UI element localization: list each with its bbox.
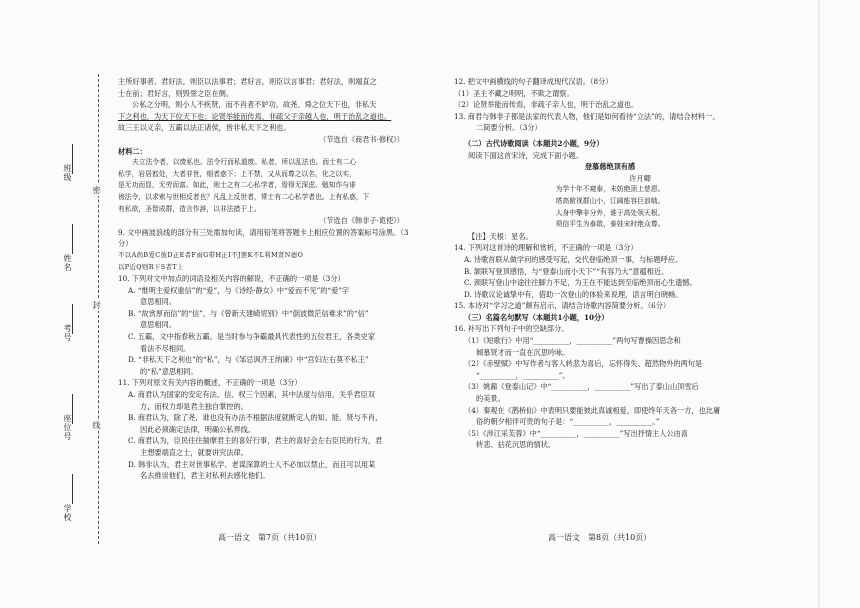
question-16-item: （4）秦观在《鹊桥仙》中表明只要能彼此真诚相爱，即使终年天各一方，也比庸: [464, 405, 721, 415]
question-16-item-cont: “__________，__________”。: [476, 370, 570, 380]
material-2-line: 私学，岩居窞处，大者非世，细者惑下；上不禁，又从而尊之以名，化之以实，: [118, 169, 356, 178]
question-10: 10. 下列对文中加点的词语及相关内容的解说，不正确的一项是（3分）: [118, 274, 345, 284]
question-10-option-cont: 意思相同。: [140, 320, 176, 330]
question-14: 14. 下列对这首诗的理解和赏析，不正确的一项是（3分）: [454, 243, 638, 253]
question-16-item-cont: 转悲、拈花沉思的情状。: [476, 440, 556, 450]
material-2-line: 有私欲，圣智成群，造言作辞，以非法措于上。: [118, 204, 261, 213]
binding-label-class: 班级: [63, 164, 72, 182]
question-11-option: D. 韩非认为，君主对世事私学、老谋深算的士人不必加以禁止，而且可以用某: [128, 459, 376, 469]
question-16-item: （1）《短歌行》中用“__________，__________”两句写曹操因思念和: [464, 336, 681, 346]
left-column: [118, 76, 418, 482]
question-10-option: D. “非私天下之利也”的“私”，与《邹忌讽齐王纳谏》中“宫妇左右莫不私王”: [128, 355, 369, 365]
question-11-option: C. 商君认为，臣民往往揣摩君主的喜好行事，君主的喜好会左右臣民的行为，君: [128, 436, 383, 446]
question-12-item: （1）圣主不藏之明明，不欺之谓察。: [454, 88, 574, 98]
question-16-item: （5）《涉江采芙蓉》中“__________，__________”写出抒情主人公由喜: [464, 428, 688, 438]
question-14-option: C. 颈联写登山中途往往脚力不足，为王在不能达到至临绝顶而心生遗憾。: [464, 278, 697, 288]
poem-line: 塔高俯视群山小，江阔能容巨浪啮。: [555, 196, 665, 205]
seal-mark-xian: 线: [92, 421, 101, 429]
page-footer-left: 高一语文 第7页（共10页）: [218, 533, 322, 542]
question-11-option-cont: 名去推崇他们，君主对私利去感化他们。: [140, 471, 270, 481]
right-column: [454, 76, 766, 451]
binding-field-name[interactable]: [72, 224, 73, 254]
page-edge: [818, 0, 820, 608]
binding-field-exam-number[interactable]: [72, 304, 73, 334]
question-11: 11. 下列对原文有关内容的概述，不正确的一项是（3分）: [118, 378, 302, 388]
question-16: 16. 补写出下列句子中的空缺部分。: [454, 324, 569, 334]
binding-label-exam-number: 考号: [63, 324, 72, 342]
seal-mark-feng: 封: [92, 301, 101, 309]
poem-line: 为学十年不窥泰，未妨绝顶上慈恩。: [555, 185, 665, 194]
passage-line: 故三王以义亲，五霸以法正诸侯，皆非私天下之利也。: [118, 123, 291, 133]
page-footer-right: 高一语文 第8页（共10页）: [548, 533, 652, 542]
question-14-option: D. 诗歌议论诚挚中有，借助一次登山的体验来说理，语言明白晓畅。: [464, 289, 683, 299]
question-16-item-cont: 的美景。: [476, 394, 505, 404]
question-12-item: （2）论贤举能而传焉，非疏子亲人也，明于治乱之道也。: [454, 100, 639, 110]
source-note-1: （节选自《商君书·修权》）: [319, 134, 404, 144]
question-12: 12. 把文中画横线的句子翻译成现代汉语。（8分）: [454, 77, 613, 86]
question-10-option: A. “惟明主爱权重信”的“爱”，与《诗经·静女》中“爱而不见”的“爱”字: [128, 285, 350, 295]
material-2-line: 是无功而显，无劳而富。如此，则士之有二心私学者，焉得无深虑、勉知诈与诽: [118, 181, 356, 190]
source-note-2: （节选自《韩非子·诡使》）: [319, 216, 404, 226]
binding-label-school: 学校: [63, 504, 72, 522]
question-16-item-cont: 俗的朝夕相伴可贵的句子是：“__________，__________。”: [476, 417, 660, 427]
binding-field-class[interactable]: [72, 144, 73, 174]
poem-line: 人身中擎非分外，谁于高处领天根。: [555, 208, 665, 217]
passage-line-underlined: 下之利也，为天下位天下也；论贤举能而传焉，非疏父子亲越人也，明于治乱之道也。: [118, 111, 392, 121]
question-13-cont: 二简要分析。（3分）: [476, 123, 542, 133]
question-9: 9. 文中画波浪线的部分有三处需加句读，请用铅笔将答题卡上相应位置的答案标号涂黑。（3分）: [118, 227, 409, 249]
question-16-item: （3）姚鼐《登泰山记》中“__________，__________”写出了泰山山顶雪后: [464, 382, 699, 392]
question-14-option: A. 诗歌首联从做学问的感受写起，交代登临绝顶一事，与标题呼应。: [464, 254, 683, 264]
question-10-option-cont: 意思相同。: [140, 297, 176, 307]
poem-line: 须信平生为泰敢，泰娃宋时绝众尊。: [555, 220, 665, 229]
question-11-option-cont: 方，而权力却是君主独自掌控的。: [140, 401, 248, 411]
passage-line: 主所好事者。君好法，则臣以法事君；君好言，则臣以言事君；君好法，则端直之: [118, 77, 377, 86]
question-16-item-cont: 倾慕贤才而一直在沉思吟咏。: [476, 347, 570, 357]
question-15: 15. 本诗对“学习之道”颇有启示，请结合诗歌内容简要分析。（6分）: [454, 301, 671, 311]
poem-author: 许月卿: [629, 173, 651, 183]
binding-label-seat: 座位号: [63, 414, 72, 441]
binding-label-name: 姓名: [63, 254, 72, 272]
section-2-heading: （二）古代诗歌阅读（本题共2小题，9分）: [464, 138, 604, 148]
question-16-item: （2）《赤壁赋》中写作者与客人转悲为喜后，忘怀得失、超然物外的两句是: [464, 359, 703, 369]
question-10-option: C. 五霸，文中指春秋五霸，是当时参与争霸最具代表性的五位君王，各类史家: [128, 332, 376, 342]
passage-line: 公私之分明，则小人不疾贤，而不肖者不妒功。故尧、舜之位天下也，非私天: [132, 100, 377, 110]
question-11-option: B. 商君认为，除了尧，谁也没有办法不根据法度就断定人的知、能、贤与不肖，: [128, 413, 383, 423]
binding-field-school[interactable]: [72, 474, 73, 504]
question-9-answer-boxes-2: 以P近Q则R下S者T上: [118, 262, 184, 271]
binding-field-seat[interactable]: [72, 394, 73, 424]
question-13: 13. 商君与韩非子都是法家的代表人物，他们是如何看待“立法”的，请结合材料一、: [454, 111, 720, 121]
question-10-option-cont: 看法不尽相同。: [140, 343, 191, 353]
poem-note: 【注】天根：星名。: [468, 231, 533, 241]
question-14-option: B. 颔联写登顶感悟，与“登泰山而小天下”“有容乃大”意蕴相近。: [464, 266, 669, 276]
section-3-heading: （三）名篇名句默写（本题共1小题，10分）: [464, 312, 609, 322]
seal-mark-mi: 密: [92, 186, 101, 194]
material-2-line: 夫立法令者，以废私也。法令行而私道废。私者，所以乱法也。而士有二心: [132, 158, 357, 167]
binding-margin: [58, 74, 118, 544]
question-11-option-cont: 因此必须确定法律，明确公私界线。: [140, 424, 256, 434]
question-11-option: A. 商君认为国家的安定有法、信、权三个因素，其中法度与信用，关乎君臣双: [128, 390, 375, 400]
question-9-answer-boxes: 不以A尚B爱C彼D正E者F雨G带H正I不J罢K不L利M贤N德O: [118, 250, 304, 259]
question-10-option: B. “故赏厚而信”的“信”，与《曾新天建崎贸别》中“倒波微茫信难求”的“信”: [128, 308, 369, 318]
question-10-option-cont: 的“私”意思相同。: [140, 366, 198, 376]
material-2-title: 材料二：: [118, 146, 147, 156]
section-2-intro: 阅读下面这首宋诗，完成下面小题。: [468, 150, 584, 160]
material-2-line: 谤法令，以求索与世相反者也？凡乱上反世者，常士有二心私学者也。上有私惑，下: [118, 192, 370, 201]
passage-line: 士在前；君好言，则毁誉之臣在侧。: [118, 88, 234, 98]
poem-title: 登慕慈绝顶有感: [584, 162, 636, 172]
question-11-option-cont: 主想要端直之士，就要讲究法律。: [140, 448, 248, 457]
